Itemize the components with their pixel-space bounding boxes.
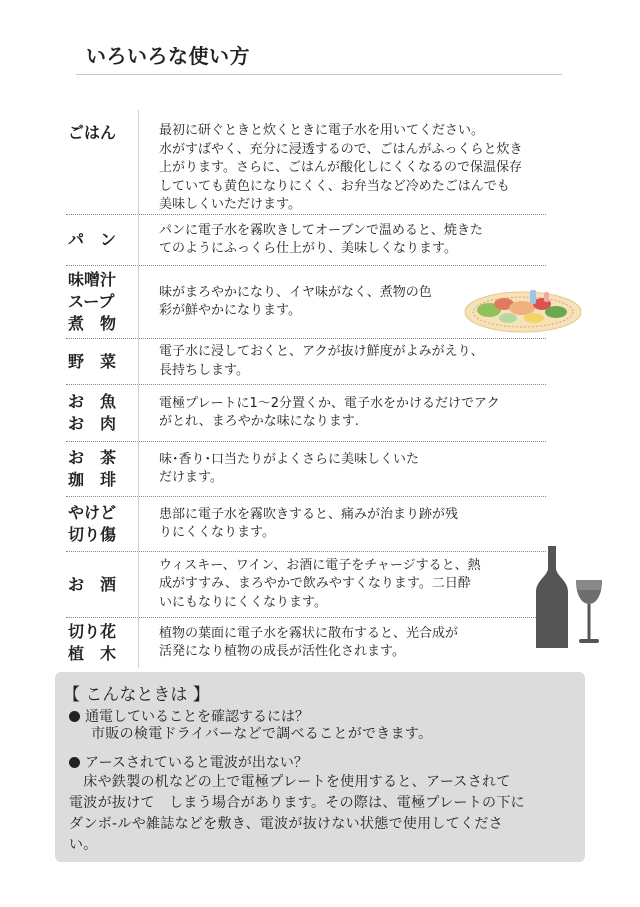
row-burns-cuts bbox=[66, 497, 546, 552]
row-label-line: 切り花 bbox=[68, 622, 117, 641]
row-fish-meat bbox=[66, 385, 546, 442]
usage-table bbox=[66, 110, 546, 668]
row-label-line: 味噌汁 bbox=[68, 270, 117, 289]
row-label bbox=[66, 442, 139, 496]
row-description: 最初に研ぐときと炊くときに電子水を用いてください。 水がすばやく、充分に浸透するので、ごはんがふっくらと炊き 上がります。さらに、ごはんが酸化しにくくなるので保温保存 していても黄色になりにくく、お弁当など冷めたごはんでも 美味しくいただけます。 bbox=[159, 123, 523, 212]
row-label-line: 植 木 bbox=[68, 644, 117, 663]
page-title: いろいろな使い方 bbox=[86, 44, 250, 68]
row-description: 電子水に浸しておくと、アクが抜け鮮度がよみがえり、 長持ちします。 bbox=[159, 344, 484, 378]
row-description: 植物の葉面に電子水を霧状に散布すると、光合成が 活発になり植物の成長が活性化されます。 bbox=[159, 625, 459, 659]
row-liquor bbox=[66, 552, 546, 618]
row-description: 電極プレートに1～2分置くか、電子水をかけるだけでアク がとれ、まろやかな味になります. bbox=[159, 395, 500, 429]
row-label bbox=[66, 552, 139, 617]
notes-heading: 【 こんなときは 】 bbox=[63, 685, 210, 705]
row-description: 味がまろやかになり、イヤ味がなく、煮物の色 彩が鮮やかになります。 bbox=[159, 284, 432, 318]
title-divider bbox=[76, 74, 562, 75]
row-label-line: パ ン bbox=[68, 230, 117, 249]
row-tea-coffee bbox=[66, 442, 546, 497]
row-label-line: 煮 物 bbox=[68, 314, 117, 333]
row-description: 患部に電子水を霧吹きすると、痛みが治まり跡が残 りにくくなります。 bbox=[159, 506, 459, 540]
note-answer: 床や鉄製の机などの上で電極プレートを使用すると、アースされて 電波が抜けて しまう場合があります。その際は、電極プレートの下に ダンボ-ルや雑誌などを敷き、電波が抜けない状態で使用してくださ い。 bbox=[69, 774, 525, 853]
row-label-line: 野 菜 bbox=[68, 351, 117, 371]
row-description: 味･香り･口当たりがよくさらに美味しくいた だけます。 bbox=[159, 451, 420, 485]
wine-bottle-glass-illustration bbox=[536, 546, 606, 650]
bullet-icon bbox=[69, 711, 80, 722]
row-label-line: 切り傷 bbox=[68, 525, 117, 544]
row-plants bbox=[66, 618, 546, 668]
row-label-line: お 魚 bbox=[68, 392, 117, 411]
row-label bbox=[66, 618, 139, 668]
row-label bbox=[66, 266, 139, 338]
row-label bbox=[66, 385, 139, 441]
row-label-line: ごはん bbox=[68, 123, 117, 142]
row-label-line: お 肉 bbox=[68, 414, 117, 433]
row-label-line: お 酒 bbox=[68, 574, 117, 594]
row-label bbox=[66, 339, 139, 384]
notes-box bbox=[55, 672, 585, 862]
note-question bbox=[69, 752, 308, 772]
row-vegetables bbox=[66, 339, 546, 385]
row-description: ウィスキー、ワイン、お酒に電子をチャージすると、熱 成がすすみ、まろやかで飲みやすくなります。二日酔 いにもなりにくくなります。 bbox=[159, 557, 481, 610]
row-label-line: 珈 琲 bbox=[68, 470, 117, 489]
bullet-icon bbox=[69, 757, 80, 768]
row-label-line: やけど bbox=[68, 503, 117, 522]
row-rice bbox=[66, 110, 546, 215]
note-question-text: 通電していることを確認するには？ bbox=[85, 709, 309, 725]
note-question bbox=[69, 706, 309, 726]
row-label bbox=[66, 215, 139, 265]
row-description: パンに電子水を霧吹きしてオーブンで温めると、焼きた てのようにふっくら仕上がり、美味しくなります。 bbox=[159, 222, 483, 256]
row-label bbox=[66, 110, 139, 214]
row-label-line: スープ bbox=[68, 292, 115, 311]
note-answer: 市販の検電ドライバーなどで調べることができます。 bbox=[91, 726, 433, 742]
salad-plate-illustration bbox=[464, 284, 582, 334]
row-bread bbox=[66, 215, 546, 266]
row-label-line: お 茶 bbox=[68, 448, 117, 467]
note-question-text: アースされていると電波が出ない？ bbox=[85, 755, 308, 771]
row-label bbox=[66, 497, 139, 551]
